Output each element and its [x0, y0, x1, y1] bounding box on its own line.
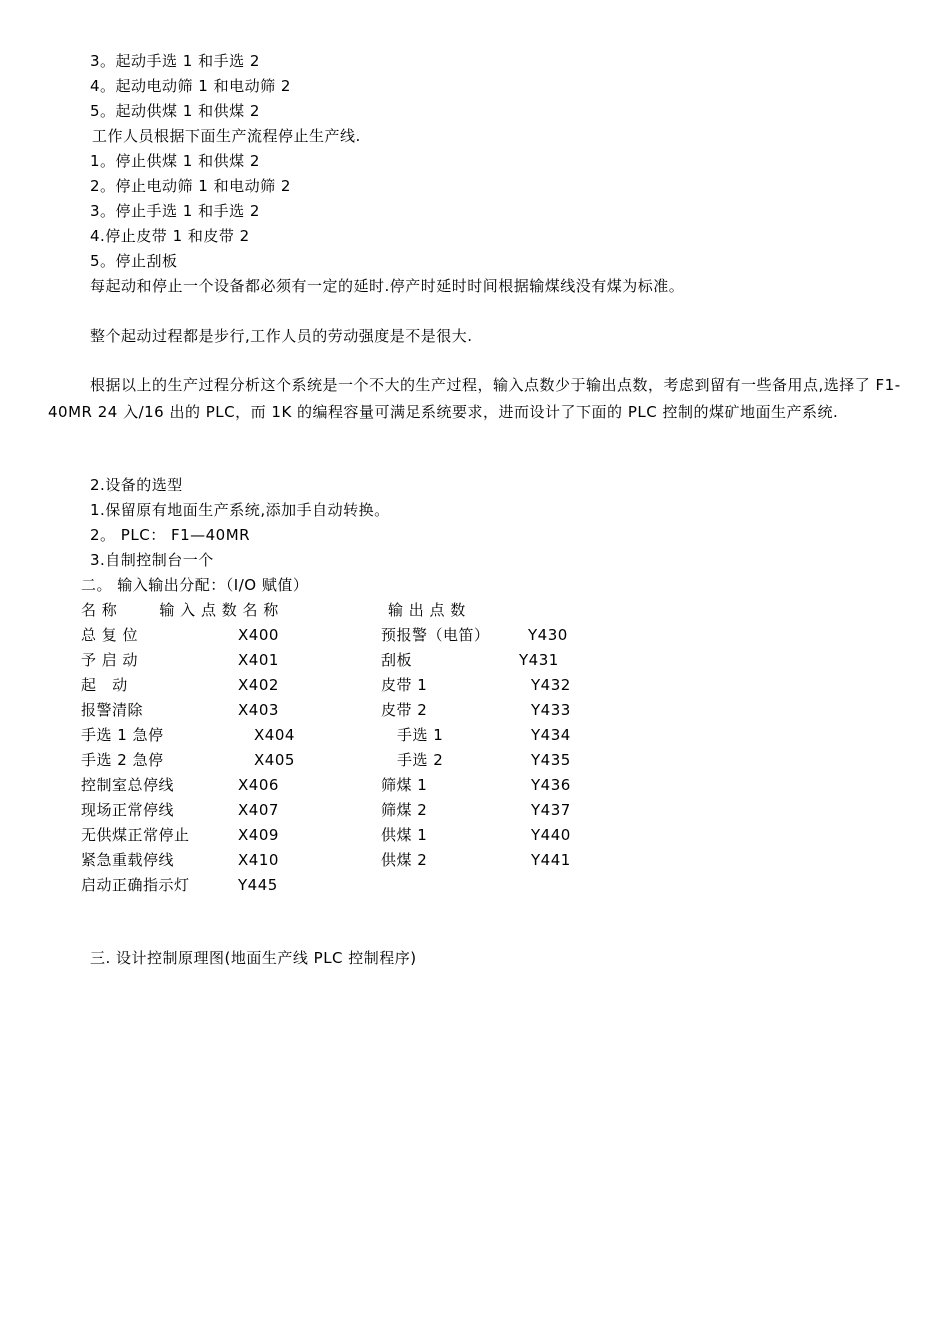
analysis-text: 根据以上的生产过程分析这个系统是一个不大的生产过程，输入点数少于输出点数，考虑到留有一些备用点,选择了 F1-40MR 24 入/16 出的 PLC，而 1K 的编程容量可满足系统要求，进而设计了下面的 PLC 控制的煤矿地面生产系统.: [48, 376, 901, 421]
input-point: X403: [238, 701, 279, 719]
output-name: 供煤 1: [381, 826, 428, 844]
labor-note: 整个起动过程都是步行,工作人员的劳动强度是不是很大.: [90, 327, 473, 345]
input-name: 起 动: [81, 676, 128, 694]
stop-step-1: 1。停止供煤 1 和供煤 2: [90, 152, 260, 170]
stop-step-2: 2。停止电动筛 1 和电动筛 2: [90, 177, 291, 195]
output-name: 手选 1: [397, 726, 444, 744]
io-heading: 二。 输入输出分配：（I/O 赋值）: [81, 576, 309, 594]
stop-intro: 工作人员根据下面生产流程停止生产线.: [92, 127, 361, 145]
input-point: X409: [238, 826, 279, 844]
output-name: 预报警（电笛）: [381, 626, 490, 644]
output-name: 筛煤 2: [381, 801, 428, 819]
output-name: 供煤 2: [381, 851, 428, 869]
output-point: Y431: [519, 651, 559, 669]
input-point: X402: [238, 676, 279, 694]
output-point: Y434: [531, 726, 571, 744]
section-three-heading: 三. 设计控制原理图(地面生产线 PLC 控制程序): [90, 949, 417, 967]
input-point: X406: [238, 776, 279, 794]
output-point: Y436: [531, 776, 571, 794]
equipment-item-3: 3.自制控制台一个: [90, 551, 214, 569]
input-point: X410: [238, 851, 279, 869]
output-name: 手选 2: [397, 751, 444, 769]
output-name: 刮板: [381, 651, 413, 669]
output-point: Y432: [531, 676, 571, 694]
start-step-5: 5。起动供煤 1 和供煤 2: [90, 102, 260, 120]
input-point: X400: [238, 626, 279, 644]
input-point: X407: [238, 801, 279, 819]
output-name: 皮带 2: [381, 701, 428, 719]
output-point: Y441: [531, 851, 571, 869]
delay-note: 每起动和停止一个设备都必须有一定的延时.停产时延时时间根据输煤线没有煤为标准。: [90, 277, 685, 295]
input-name: 总 复 位: [81, 626, 139, 644]
output-point: Y433: [531, 701, 571, 719]
input-point: X404: [254, 726, 295, 744]
output-point: Y435: [531, 751, 571, 769]
start-step-3: 3。起动手选 1 和手选 2: [90, 52, 260, 70]
equipment-item-2: 2。 PLC： F1—40MR: [90, 526, 251, 544]
input-name: 现场正常停线: [81, 801, 175, 819]
input-name: 启动正确指示灯: [81, 876, 190, 894]
start-step-4: 4。起动电动筛 1 和电动筛 2: [90, 77, 291, 95]
output-point: Y437: [531, 801, 571, 819]
input-name: 控制室总停线: [81, 776, 175, 794]
input-name: 手选 1 急停: [81, 726, 164, 744]
input-name: 手选 2 急停: [81, 751, 164, 769]
analysis-paragraph: [48, 372, 904, 426]
input-name: 予 启 动: [81, 651, 139, 669]
output-name: 皮带 1: [381, 676, 428, 694]
input-name: 无供煤正常停止: [81, 826, 190, 844]
output-point: Y440: [531, 826, 571, 844]
input-point: X401: [238, 651, 279, 669]
output-point: Y430: [528, 626, 568, 644]
input-point: X405: [254, 751, 295, 769]
input-name: 紧急重载停线: [81, 851, 175, 869]
equipment-item-1: 1.保留原有地面生产系统,添加手自动转换。: [90, 501, 390, 519]
input-name: 报警清除: [81, 701, 144, 719]
io-header-right: 输 出 点 数: [388, 601, 466, 619]
equipment-heading: 2.设备的选型: [90, 476, 183, 494]
stop-step-4: 4.停止皮带 1 和皮带 2: [90, 227, 250, 245]
input-point: Y445: [238, 876, 278, 894]
stop-step-3: 3。停止手选 1 和手选 2: [90, 202, 260, 220]
output-name: 筛煤 1: [381, 776, 428, 794]
stop-step-5: 5。停止刮板: [90, 252, 178, 270]
io-header-left: 名 称 输 入 点 数 名 称: [81, 601, 279, 619]
